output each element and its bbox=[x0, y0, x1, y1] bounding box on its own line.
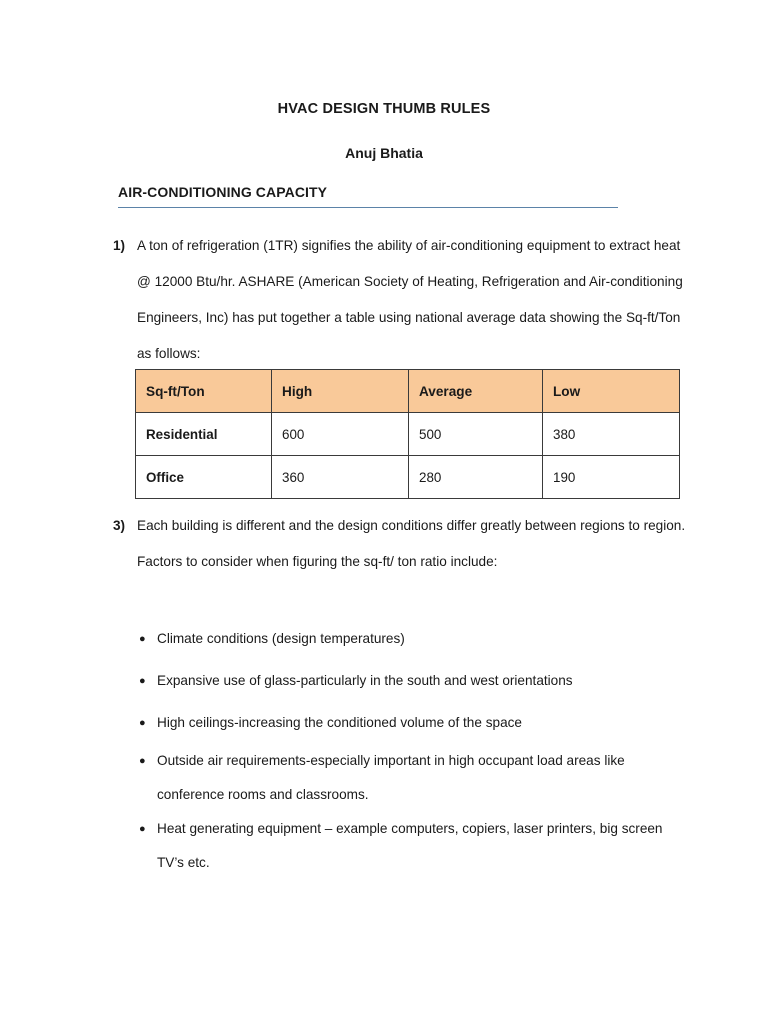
bullet-icon: ● bbox=[139, 717, 146, 729]
bullet-icon: ● bbox=[139, 823, 146, 835]
list-marker: 1) bbox=[113, 238, 126, 253]
list-item-label: Heat generating equipment – example computers, copiers, laser printers, big screen TV’s etc. bbox=[157, 821, 663, 870]
section-divider bbox=[118, 207, 618, 208]
list-item bbox=[139, 618, 684, 660]
list-item bbox=[139, 812, 684, 880]
list-item bbox=[139, 702, 684, 744]
paragraph-text: Each building is different and the design conditions differ greatly between regions to region. Factors to consider when figuring the sq-ft/ ton ratio include: bbox=[137, 518, 686, 569]
column-header-high: High bbox=[272, 370, 409, 413]
cell-office-high: 360 bbox=[272, 456, 409, 499]
cell-office-low: 190 bbox=[543, 456, 680, 499]
list-item-label: High ceilings-increasing the conditioned volume of the space bbox=[157, 715, 522, 730]
numbered-paragraph-3 bbox=[113, 508, 688, 580]
table-row bbox=[136, 413, 680, 456]
paragraph-text: A ton of refrigeration (1TR) signifies the ability of air-conditioning equipment to extract heat @ 12000 Btu/hr. ASHARE (American Society of Heating, Refrigeration and Air-conditioning Engineers, Inc) has put together a table using national average data showing the Sq-ft/Ton as follows: bbox=[137, 238, 683, 361]
numbered-paragraph-1 bbox=[113, 228, 688, 372]
list-item bbox=[139, 744, 684, 812]
document-author: Anuj Bhatia bbox=[345, 145, 423, 161]
row-label-residential: Residential bbox=[136, 413, 272, 456]
bullet-icon: ● bbox=[139, 633, 146, 645]
table-row bbox=[136, 456, 680, 499]
bullet-icon: ● bbox=[139, 675, 146, 687]
bullet-icon: ● bbox=[139, 755, 146, 767]
cell-residential-average: 500 bbox=[409, 413, 543, 456]
list-item-label: Expansive use of glass-particularly in the south and west orientations bbox=[157, 673, 573, 688]
cell-residential-low: 380 bbox=[543, 413, 680, 456]
table-header-row bbox=[136, 370, 680, 413]
list-item bbox=[139, 660, 684, 702]
list-item-label: Climate conditions (design temperatures) bbox=[157, 631, 405, 646]
row-label-office: Office bbox=[136, 456, 272, 499]
column-header-low: Low bbox=[543, 370, 680, 413]
column-header-sqft-per-ton: Sq-ft/Ton bbox=[136, 370, 272, 413]
sqft-per-ton-table-wrapper bbox=[135, 369, 679, 499]
column-header-average: Average bbox=[409, 370, 543, 413]
cell-residential-high: 600 bbox=[272, 413, 409, 456]
cell-office-average: 280 bbox=[409, 456, 543, 499]
section-heading: AIR-CONDITIONING CAPACITY bbox=[118, 184, 328, 200]
sqft-per-ton-table bbox=[135, 369, 680, 499]
list-item-label: Outside air requirements-especially important in high occupant load areas like conference rooms and classrooms. bbox=[157, 753, 625, 802]
factors-bullet-list bbox=[139, 618, 684, 880]
list-marker: 3) bbox=[113, 518, 126, 533]
document-title: HVAC DESIGN THUMB RULES bbox=[277, 101, 491, 117]
